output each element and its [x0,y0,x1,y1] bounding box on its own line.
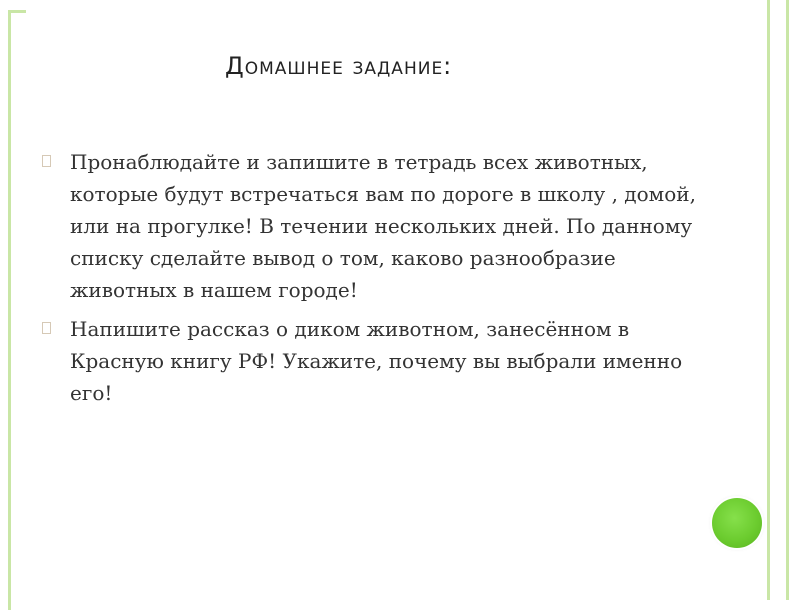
left-border-line [8,10,11,610]
bullet-box-icon [42,322,51,334]
list-item [42,313,702,409]
top-left-border-line [8,10,26,13]
list-item-text: Напишите рассказ о диком животном, занесённом в Красную книгу РФ! Укажите, почему вы выбрали именно его! [70,317,683,405]
list-item-text: Пронаблюдайте и запишите в тетрадь всех животных, которые будут встречаться вам по дороге в школу , домой, или на прогулке! В течении нескольких дней. По данному списку сделайте вывод о том, каково разнообразие животных в нашем городе! [70,150,696,302]
bullet-list [42,146,702,416]
bullet-box-icon [42,155,51,167]
list-item [42,146,702,306]
right-border-line-outer [786,0,789,600]
green-circle-icon [712,498,762,548]
right-border-line-inner [767,0,770,600]
slide-title: Домашнее задание: [225,52,453,80]
